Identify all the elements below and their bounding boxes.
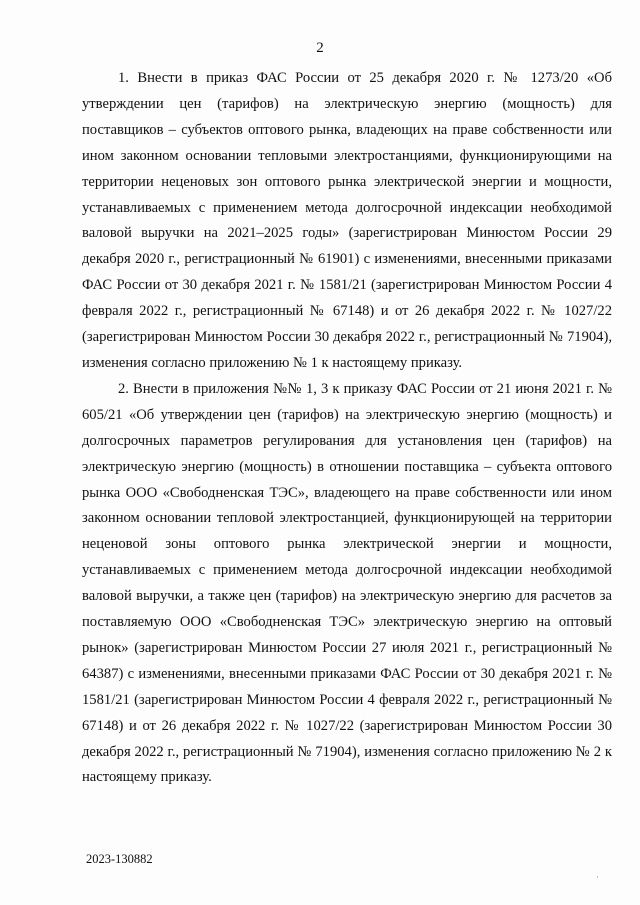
document-body [82,66,612,791]
paragraph-2: 2. Внести в приложения №№ 1, 3 к приказу ФАС России от 21 июня 2021 г. № 605/21 «Об утверждении цен (тарифов) на электрическую энергию (мощность) и долгосрочных параметров регулирования для установления цен (тарифов) на электрическую энергию (мощность) в отношении поставщика – субъекта оптового рынка ООО «Свободненская ТЭС», владеющего на праве собственности или ином законном основании тепловой электростанцией, функционирующей на территории неценовой зоны оптового рынка электрической энергии и мощности, устанавливаемых с применением метода долгосрочной индексации необходимой валовой выручки, а также цен (тарифов) на электрическую энергию для расчетов за поставляемую ООО «Свободненская ТЭС» электрическую энергию на оптовый рынок» (зарегистрирован Минюстом России 27 июля 2021 г., регистрационный № 64387) с изменениями, внесенными приказами ФАС России от 30 декабря 2021 г. № 1581/21 (зарегистрирован Минюстом России 4 февраля 2022 г., регистрационный № 67148) и от 26 декабря 2022 г. № 1027/22 (зарегистрирован Минюстом России 30 декабря 2022 г., регистрационный № 71904), изменения согласно приложению № 2 к настоящему приказу. [82,380,612,786]
scan-mark: · [596,872,599,882]
document-code: 2023-130882 [86,852,153,866]
paragraph-1: 1. Внести в приказ ФАС России от 25 декабря 2020 г. № 1273/20 «Об утверждении цен (тарифов) на электрическую энергию (мощность) для поставщиков – субъектов оптового рынка, владеющих на праве собственности или ином законном основании тепловыми электростанциями, функционирующими на территории неценовых зон оптового рынка электрической энергии и мощности, устанавливаемых с применением метода долгосрочной индексации необходимой валовой выручки на 2021–2025 годы» (зарегистрирован Минюстом России 29 декабря 2020 г., регистрационный № 61901) с изменениями, внесенными приказами ФАС России от 30 декабря 2021 г. № 1581/21 (зарегистрирован Минюстом России 4 февраля 2022 г., регистрационный № 67148) и от 26 декабря 2022 г. № 1027/22 (зарегистрирован Минюстом России 30 декабря 2022 г., регистрационный № 71904), изменения согласно приложению № 1 к настоящему приказу. [82,70,612,371]
page-number: 2 [316,40,324,56]
